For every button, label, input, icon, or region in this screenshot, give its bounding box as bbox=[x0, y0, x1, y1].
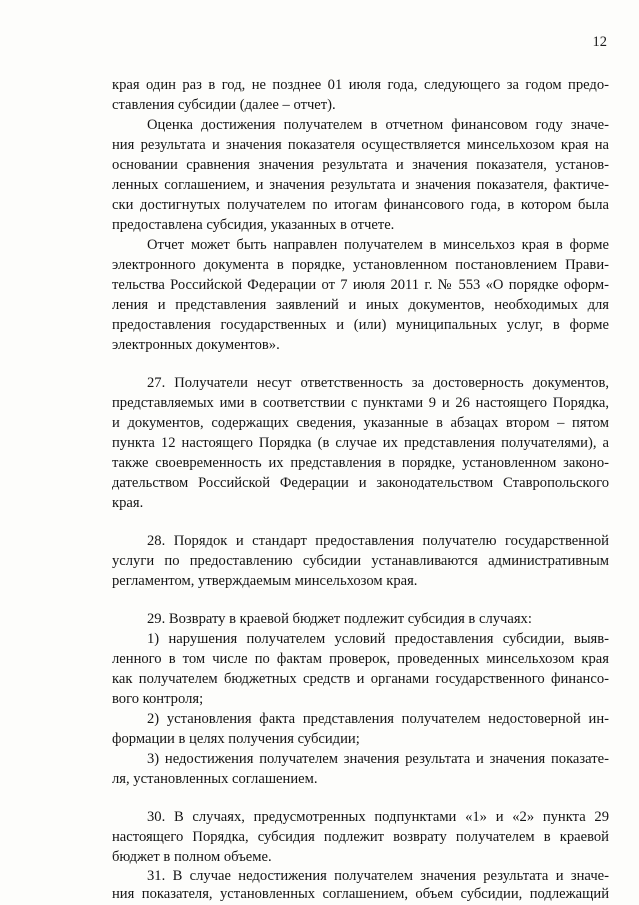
text-line: электронных документов». bbox=[112, 337, 280, 353]
text-line: Оценка достижения получателем в отчетном финансовом году значе- bbox=[147, 117, 609, 133]
text-line: бюджет в полном объеме. bbox=[112, 849, 272, 865]
text-line: края. bbox=[112, 495, 144, 511]
text-line: 27. Получатели несут ответственность за достоверность документов, bbox=[147, 375, 609, 391]
text-line: услуги по предоставлению субсидии устанавливаются административным bbox=[112, 553, 609, 569]
text-line: 2) установления факта представления получателем недостоверной ин- bbox=[147, 711, 609, 727]
text-line: 30. В случаях, предусмотренных подпунктами «1» и «2» пункта 29 bbox=[147, 809, 609, 825]
text-line: вого контроля; bbox=[112, 691, 204, 707]
text-line: регламентом, утверждаемым минсельхозом края. bbox=[112, 573, 418, 589]
text-line: настоящего Порядка, субсидия подлежит возврату получателем в краевой bbox=[112, 829, 609, 845]
text-line: 28. Порядок и стандарт предоставления получателю государственной bbox=[147, 533, 609, 549]
text-line: ленных соглашением, и значения результата и значения показателя, фактиче- bbox=[112, 177, 609, 193]
page-number: 12 bbox=[592, 34, 607, 50]
text-line: и документов, содержащих сведения, указанные в абзацах втором – пятом bbox=[112, 415, 609, 431]
text-line: дательством Российской Федерации и законодательством Ставропольского bbox=[112, 475, 609, 491]
text-line: 31. В случае недостижения получателем значения результата и значе- bbox=[147, 868, 609, 884]
text-line: 29. Возврату в краевой бюджет подлежит субсидия в случаях: bbox=[147, 611, 532, 627]
text-line: ски достигнутых получателем по итогам финансового года, в котором была bbox=[112, 197, 609, 213]
text-line: представляемых ими в соответствии с пунктами 9 и 26 настоящего Порядка, bbox=[112, 395, 609, 411]
text-line: электронного документа в порядке, установленном постановлением Прави- bbox=[112, 257, 609, 273]
text-line: ставления субсидии (далее – отчет). bbox=[112, 97, 336, 113]
text-line: ленного в том числе по фактам проверок, проведенных минсельхозом края bbox=[112, 651, 609, 667]
text-line: 1) нарушения получателем условий предоставления субсидии, выяв- bbox=[147, 631, 609, 647]
text-line: тельства Российской Федерации от 7 июля 2011 г. № 553 «О порядке оформ- bbox=[112, 277, 609, 293]
text-line: предоставления государственных и (или) муниципальных услуг, в форме bbox=[112, 317, 609, 333]
text-line: ля, установленных соглашением. bbox=[112, 771, 318, 787]
text-line: предоставлена субсидия, указанных в отчете. bbox=[112, 217, 395, 233]
text-line: как получателем бюджетных средств и органами государственного финансо- bbox=[112, 671, 609, 687]
text-line: также своевременность их представления в порядке, установленном законо- bbox=[112, 455, 609, 471]
text-line: края один раз в год, не позднее 01 июля года, следующего за годом предо- bbox=[112, 77, 609, 93]
text-line: ния показателя, установленных соглашением, объем субсидии, подлежащий bbox=[112, 886, 609, 902]
text-line: пункта 12 настоящего Порядка (в случае их представления получателями), а bbox=[112, 435, 609, 451]
text-line: Отчет может быть направлен получателем в минсельхоз края в форме bbox=[147, 237, 609, 253]
text-line: основании сравнения значения результата и значения показателя, установ- bbox=[112, 157, 609, 173]
text-line: ния результата и значения показателя осуществляется минсельхозом края на bbox=[112, 137, 609, 153]
text-line: ления и представления заявлений и иных документов, необходимых для bbox=[112, 297, 609, 313]
text-line: 3) недостижения получателем значения результата и значения показате- bbox=[147, 751, 609, 767]
text-line: формации в целях получения субсидии; bbox=[112, 731, 360, 747]
